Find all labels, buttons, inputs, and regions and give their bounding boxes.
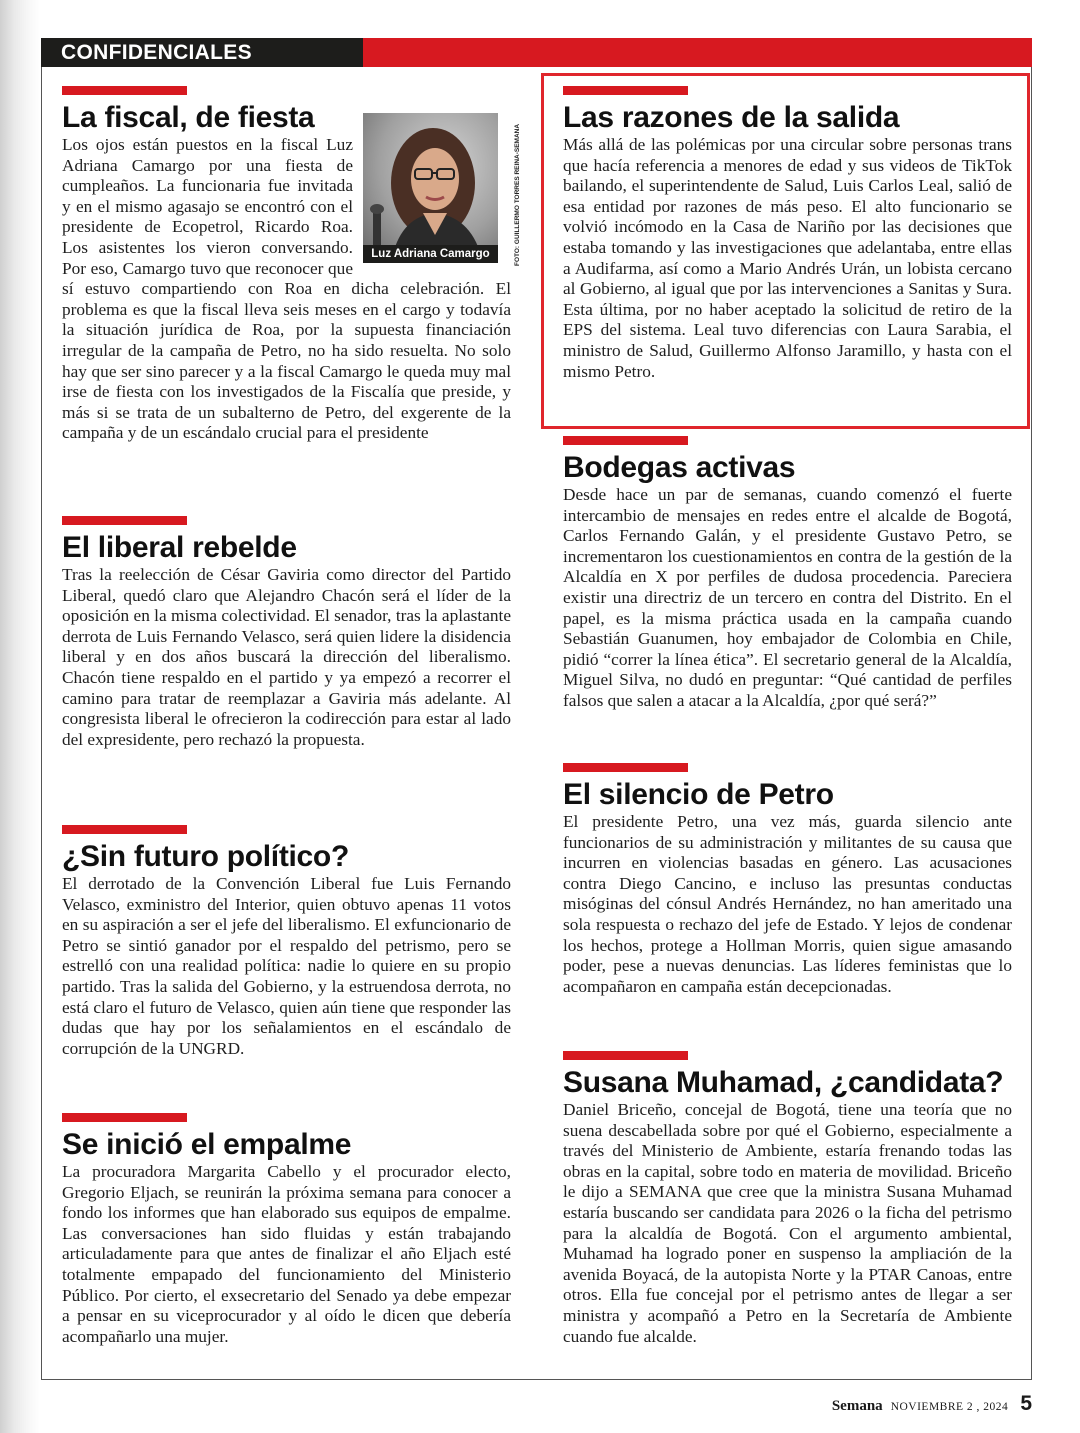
page-number: 5 <box>1020 1392 1032 1415</box>
section-bar <box>41 38 1032 67</box>
headline: ¿Sin futuro político? <box>62 840 349 873</box>
article-liberal-rebelde <box>62 516 511 750</box>
article-empalme <box>62 1113 511 1347</box>
article-body: Más allá de las polémicas por una circular sobre personas trans que hacía referencia a menores de edad y sus videos de TikTok bailando, el superintendente de Salud, Luis Carlos Leal, salió de esa entidad por razones de más peso. El alto funcionario se volvió incómodo en la Casa de Nariño por las decisiones que estaba tomando y las investigaciones que adelantaba, entre ellas a Audifarma, así como a Mario Andrés Urán, un lobista cercano al Gobierno, al igual que por las intervenciones a Sanitas y Sura. Esta última, por no haber aceptado la solicitud de retiro de la EPS del sistema. Leal tuvo diferencias con Laura Sarabia, el ministro de Salud, Guillermo Alfonso Jaramillo, y hasta con el mismo Petro. <box>563 135 1012 381</box>
article-body: La procuradora Margarita Cabello y el procurador electo, Gregorio Eljach, se reunirán la próxima semana para conocer a fondo los informes que han elaborado sus equipos de empalme. Las conversaciones han sido fluidas y están trabajando articuladamente para que antes de finalizar el año Eljach esté totalmente empapado del funcionamiento del Ministerio Público. Por cierto, el exsecretario del Senado ya debe empezar a pensar en su viceprocurador y al oído le dicen que debería acompañarlo una mujer. <box>62 1162 511 1346</box>
kicker-bar <box>62 516 187 525</box>
article-body: Tras la reelección de César Gaviria como director del Partido Liberal, quedó claro que Alejandro Chacón será el líder de la oposición en la misma colectividad. El senador, tras la aplastante derrota de Luis Fernando Velasco, será quien lidere la disidencia liberal y en dos años buscará la dirección del liberalismo. Chacón tiene respaldo en el partido y ya empezó a recorrer el camino para tratar de reemplazar a Gaviria más adelante. Al congresista liberal le ofrecieron la codirección para estar al lado del expresidente, pero rechazó la propuesta. <box>62 565 511 749</box>
article-susana-muhamad <box>563 1051 1012 1347</box>
headline: Se inició el empalme <box>62 1128 352 1161</box>
photo-credit: FOTO: GUILLERMO TORRES REINA-SEMANA <box>514 123 521 267</box>
page-footer <box>832 1392 1032 1416</box>
kicker-bar <box>62 1113 187 1122</box>
article-body: El presidente Petro, una vez más, guarda silencio ante funcionarios de su administración y militantes de su causa que incurren en violencias basadas en género. Las acusaciones contra Diego Cancino, e incluso las presuntas conductas misóginas del cónsul Andrés Hernández, no han ameritado una sola respuesta o rechazo del jefe de Estado. Y lejos de condenar los hechos, protege a Hollman Morris, quien sigue amasando poder, pese a nuevas denuncias. Las líderes feministas que lo acompañaron en campaña están decepcionadas. <box>563 812 1012 996</box>
photo <box>363 113 521 267</box>
article-sin-futuro <box>62 825 511 1059</box>
article-silencio-petro <box>563 763 1012 997</box>
article-body: Daniel Briceño, concejal de Bogotá, tiene una teoría que no suena descabellada sobre por qué el Gobierno, especialmente a través del Ministerio de Ambiente, estaría frenando todas las obras en la capital, sobre todo en materia de movilidad. Briceño le dijo a SEMANA que cree que la ministra Susana Muhamad estaría buscando ser candidata para 2026 o la ficha del petrismo para la alcaldía de Bogotá. Con el argumento ambiental, Muhamad ha logrado poner en suspenso la ampliación de la avenida Boyacá, de la autopista Norte y la PTAR Canoas, entre otros. Ella fue concejal por el petrismo antes de llegar a ser ministra y acompañó a Petro en la Secretaría de Ambiente cuando fue alcalde. <box>563 1100 1012 1346</box>
kicker-bar <box>563 1051 688 1060</box>
headline: El liberal rebelde <box>62 531 297 564</box>
article-body: El derrotado de la Convención Liberal fue Luis Fernando Velasco, exministro del Interior, quien obtuvo apenas 11 votos en su aspiración a ser el jefe del liberalismo. El exfuncionario de Petro se sintió ganador por el respaldo del petrismo, pero se estrelló con una realidad política: nadie lo quiere en su propio partido. Tras la salida del Gobierno, y la estruendosa derrota, no está claro el futuro de Velasco, quien aún tiene que responder las dudas que hay por los señalamientos en el escándalo de corrupción de la UNGRD. <box>62 874 511 1058</box>
kicker-bar <box>62 86 187 95</box>
kicker-bar <box>563 763 688 772</box>
article-fiscal <box>62 86 521 444</box>
magazine-name: Semana <box>831 1398 883 1414</box>
headline: Bodegas activas <box>563 451 796 484</box>
portrait-image <box>363 113 498 263</box>
article-body: Desde hace un par de semanas, cuando comenzó el fuerte intercambio de mensajes en redes entre el alcalde de Bogotá, Carlos Fernando Galán, y el presidente Gustavo Petro, se incrementaron los cuestionamientos en contra de la gestión de la Alcaldía en X por perfiles de dudosa procedencia. Pareciera existir una directriz de un tercero en contra del Distrito. En el papel, es la misma práctica usada en la campaña cuando Sebastián Guanumen, hoy embajador de Colombia en Chile, pidió “correr la línea ética”. El secretario general de la Alcaldía, Miguel Silva, no dudó en preguntar: “Qué cantidad de perfiles falsos que salen a atacar a la Alcaldía, ¿por qué será?” <box>563 485 1012 710</box>
kicker-bar <box>563 436 688 445</box>
headline: Susana Muhamad, ¿candidata? <box>563 1066 1004 1099</box>
article-body: Los ojos están puestos en la fiscal Luz Adriana Camargo por una fiesta de cumpleaños. La funcionaria fue invitada y en el mismo agasajo se encontró con el presidente de Ecopetrol, Ricardo Roa. Los asistentes los vieron conversando. Por eso, Camargo tuvo que reconocer que sí estuvo compartiendo con Roa en dicha celebración. El problema es que la fiscal lleva seis meses en el cargo y todavía la situación jurídica de Roa, por la supuesta financiación irregular de la campaña de Petro, no ha sido resuelta. No solo hay que ser sino parecer y a la fiscal Camargo le queda muy mal irse de fiesta con los investigados de la Fiscalía que preside, y más si se trata de un subalterno de Petro, del exgerente de la campaña y de un escándalo crucial para el presidente <box>62 135 511 443</box>
kicker-bar <box>62 825 187 834</box>
section-label: CONFIDENCIALES <box>41 38 363 67</box>
article-bodegas-activas <box>563 436 1012 712</box>
issue-date: NOVIEMBRE 2 , 2024 <box>890 1401 1009 1413</box>
photo-caption: Luz Adriana Camargo <box>363 245 498 263</box>
headline: Las razones de la salida <box>563 101 900 134</box>
headline: El silencio de Petro <box>563 778 834 811</box>
kicker-bar <box>563 86 688 95</box>
article-razones-salida <box>563 86 1012 382</box>
headline: La fiscal, de fiesta <box>62 101 315 134</box>
